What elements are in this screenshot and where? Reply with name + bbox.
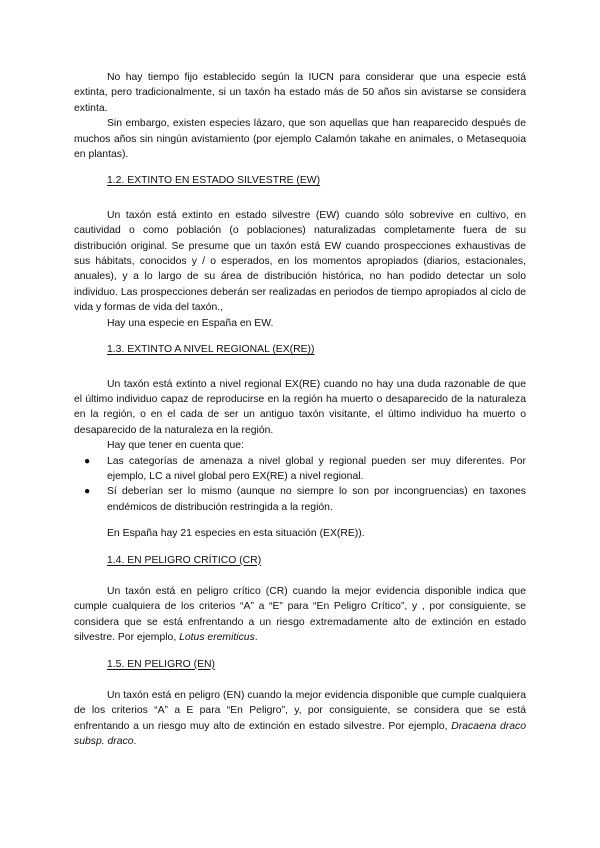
en-example-species: Dracaena draco subsp. draco bbox=[74, 720, 527, 748]
intro-paragraph-2: Sin embargo, existen especies lázaro, que son aquellas que han reaparecido después de muchos años sin ningún avistamiento (por ejemplo Calamón takahe en animales, o Metasequoia en plantas). bbox=[74, 118, 526, 161]
ew-paragraph-2: Hay una especie en España en EW. bbox=[107, 317, 274, 329]
list-item-text: Las categorías de amenaza a nivel global y regional pueden ser muy diferentes. Por ejemplo, LC a nivel global pero EX(RE) a nivel regional. bbox=[107, 455, 526, 482]
section-heading-en: 1.5. EN PELIGRO (EN) bbox=[107, 658, 215, 670]
section-heading-ew: 1.2. EXTINTO EN ESTADO SILVESTRE (EW) bbox=[107, 175, 321, 187]
bullet-icon: ● bbox=[84, 455, 91, 467]
en-paragraph-1 bbox=[74, 688, 526, 750]
re-paragraph-2: Hay que tener en cuenta que: bbox=[107, 440, 244, 452]
re-bullet-list bbox=[74, 454, 526, 516]
document-body bbox=[74, 70, 526, 750]
bullet-icon: ● bbox=[84, 486, 91, 498]
cr-period: . bbox=[254, 632, 258, 644]
cr-paragraph-1 bbox=[74, 584, 526, 646]
cr-paragraph-text: Un taxón está en peligro crítico (CR) cuando la mejor evidencia disponible indica que cumple cualquiera de los criterios “A” a “E” para “En Peligro Crítico”, y , por consiguiente, se considera que se está enfrentando a un riesgo extremadamente alto de extinción en estado silvestre. Por ejemplo, bbox=[74, 585, 526, 644]
re-paragraph-3: En España hay 21 especies en esta situación (EX(RE)). bbox=[107, 528, 365, 540]
ew-paragraph-1: Un taxón está extinto en estado silvestre (EW) cuando sólo sobrevive en cultivo, en cautividad o como población (o poblaciones) naturalizadas completamente fuera de su distribución original. Se presume que un taxón está EW cuando prospecciones exhaustivas de sus hábitats, conocidos y / o esperados, en los momentos apropiados (diarios, estacionales, anuales), y a lo largo de su área de distribución histórica, no han podido detectar un solo individuo. Las prospecciones deberán ser realizadas en periodos de tiempo apropiados al ciclo de vida y formas de vida del taxón., bbox=[74, 209, 526, 314]
cr-example-species: Lotus eremiticus bbox=[179, 632, 255, 644]
list-item bbox=[84, 454, 526, 485]
intro-paragraph-1: No hay tiempo fijo establecido según la IUCN para considerar que una especie está extinta, pero tradicionalmente, si un taxón ha estado más de 50 años sin avistarse se considera extinta. bbox=[74, 72, 526, 114]
re-paragraph-1: Un taxón está extinto a nivel regional EX(RE) cuando no hay una duda razonable de que el último individuo capaz de reproducirse en la región ha muerto o desaparecido de la naturaleza en la región, o en el cada de ser un antiguo taxón visitante, el último individuo ha muerto o desaparecido de la naturaleza en la región. bbox=[74, 378, 526, 436]
en-period: . bbox=[133, 736, 137, 748]
list-item bbox=[84, 484, 526, 515]
section-heading-cr: 1.4. EN PELIGRO CRÍTICO (CR) bbox=[107, 554, 262, 566]
en-paragraph-text: Un taxón está en peligro (EN) cuando la mejor evidencia disponible que cumple cualquiera de los criterios “A” a E para “En Peligro”, y, por consiguiente, se considera que se está enfrentando a un riesgo muy alto de extinción en estado silvestre. Por ejemplo, bbox=[74, 690, 526, 732]
section-heading-re: 1.3. EXTINTO A NIVEL REGIONAL (EX(RE)) bbox=[107, 344, 315, 356]
list-item-text: Sí deberían ser lo mismo (aunque no siempre lo son por incongruencias) en taxones endémicos de distribución restringida a la región. bbox=[107, 486, 526, 513]
